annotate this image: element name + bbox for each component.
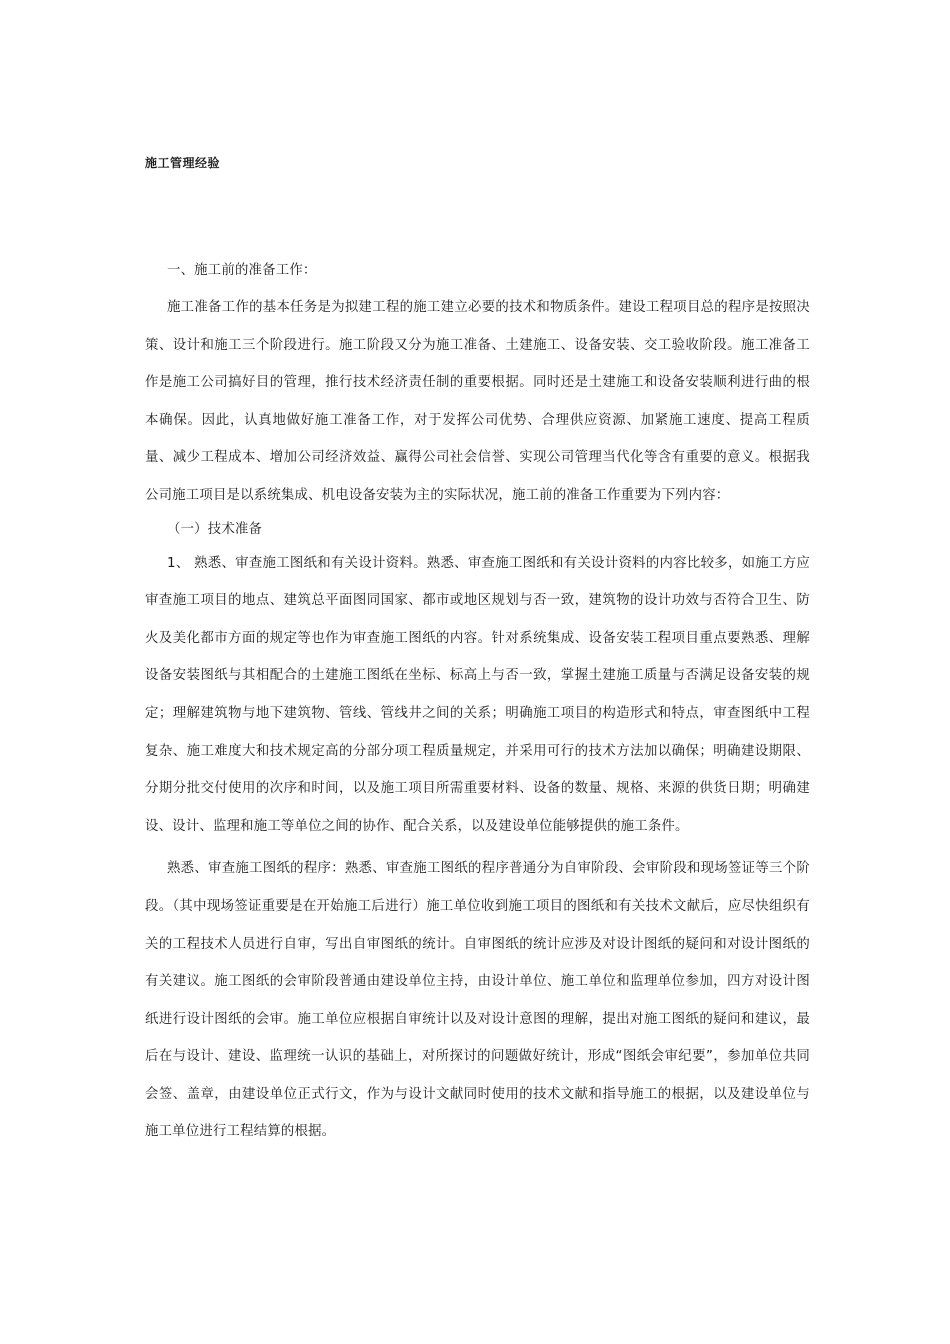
section-heading: 一、施工前的准备工作： <box>167 263 317 278</box>
procedure-paragraph: 熟悉、审查施工图纸的程序：熟悉、审查施工图纸的程序普通分为自审阶段、会审阶段和现场签证等三个阶段。（其中现场签证重要是在开始施工后进行）施工单位收到施工项目的图纸和有关技术文献后，应尽快组织有关的工程技术人员进行自审，写出自审图纸的统计。自审图纸的统计应涉及对设计图纸的疑问和对设计图纸的有关建议。施工图纸的会审阶段普通由建设单位主持，由设计单位、施工单位和监理单位参加，四方对设计图纸进行设计图纸的会审。施工单位应根据自审统计以及对设计意图的理解，提出对施工图纸的疑问和建议，最后在与设计、建设、监理统一认识的基础上，对所探讨的问题做好统计，形成“图纸会审纪要”，参加单位共同会签、盖章，由建设单位正式行文，作为与设计文献同时使用的技术文献和指导施工的根据，以及建设单位与施工单位进行工程结算的根据。 <box>145 861 810 1140</box>
document-title: 施工管理经验 <box>145 156 221 170</box>
document-body <box>145 256 810 1151</box>
intro-paragraph: 施工准备工作的基本任务是为拟建工程的施工建立必要的技术和物质条件。建设工程项目总的程序是按照决策、设计和施工三个阶段进行。施工阶段又分为施工准备、土建施工、设备安装、交工验收阶段。施工准备工作是施工公司搞好目的管理，推行技术经济责任制的重要根据。同时还是土建施工和设备安装顺利进行曲的根本确保。因此，认真地做好施工准备工作，对于发挥公司优势、合理供应资源、加紧施工速度、提高工程质量、减少工程成本、增加公司经济效益、赢得公司社会信誉、实现公司管理当代化等含有重要的意义。根据我公司施工项目是以系统集成、机电设备安装为主的实际状况，施工前的准备工作重要为下列内容： <box>145 300 810 503</box>
subsection-heading: （一）技术准备 <box>167 521 263 537</box>
item-1-paragraph: 1、 熟悉、审查施工图纸和有关设计资料。熟悉、审查施工图纸和有关设计资料的内容比较多，如施工方应审查施工项目的地点、建筑总平面图同国家、都市或地区规划与否一致，建筑物的设计功效与否符合卫生、防火及美化都市方面的规定等也作为审查施工图纸的内容。针对系统集成、设备安装工程项目重点要熟悉、理解设备安装图纸与其相配合的土建施工图纸在坐标、标高上与否一致，掌握土建施工质量与否满足设备安装的规定；理解建筑物与地下建筑物、管线、管线井之间的关系；明确施工项目的构造形式和特点，审查图纸中工程复杂、施工难度大和技术规定高的分部分项工程质量规定，并采用可行的技术方法加以确保；明确建设期限、分期分批交付使用的次序和时间，以及施工项目所需重要材料、设备的数量、规格、来源的供货日期；明确建设、设计、监理和施工等单位之间的协作、配合关系，以及建设单位能够提供的施工条件。 <box>145 555 810 834</box>
